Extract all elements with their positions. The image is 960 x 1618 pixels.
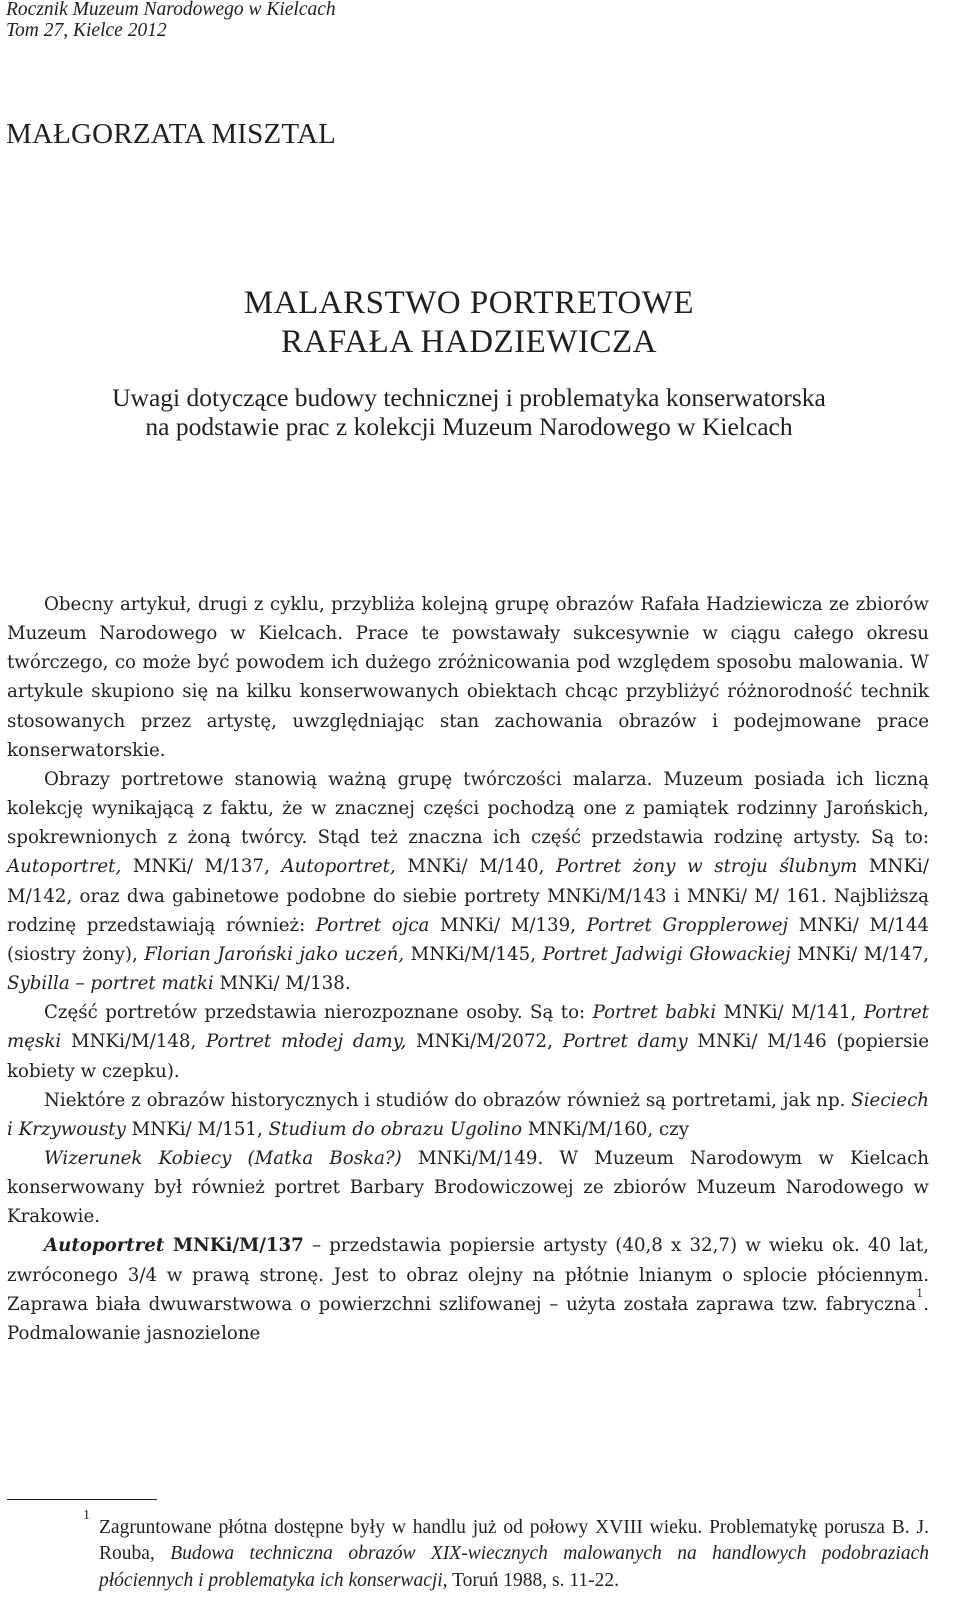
- footnote-divider: [7, 1499, 157, 1500]
- journal-name: Rocznik Muzeum Narodowego w Kielcach: [6, 0, 336, 20]
- journal-volume: Tom 27, Kielce 2012: [6, 20, 167, 41]
- article-title: [0, 284, 938, 362]
- journal-header: [6, 0, 336, 41]
- footnote-mark: 1: [83, 1508, 90, 1523]
- paragraph-1: Obecny artykuł, drugi z cyklu, przybliża kolejną grupę obrazów Rafała Hadziewicza ze zbiorów Muzeum Narodowego w Kielcach. Prace te powstawały sukcesywnie w ciągu całego okresu twórczego, co może być powodem ich dużego zróżnicowania pod względem sposobu malowania. W artykule skupiono się na kilku konserwowanych obiektach chcąc przybliżyć różnorodność technik stosowanych przez artystę, uwzględniając stan zachowania obrazów i podejmowane prace konserwatorskie.: [7, 594, 929, 761]
- article-body: [7, 590, 929, 1348]
- subtitle-line-1: Uwagi dotyczące budowy technicznej i problematyka konserwatorska: [112, 383, 826, 412]
- paragraph-3: Część portretów przedstawia nierozpoznane osoby. Są to: Portret babki MNKi/ M/141, Portret męski MNKi/M/148, Portret młodej damy, MNKi/M/2072, Portret damy MNKi/ M/146 (popiersie kobiety w czepku).: [7, 1002, 929, 1082]
- paragraph-6: Autoportret MNKi/M/137 – przedstawia popiersie artysty (40,8 x 32,7) w wieku ok. 40 lat, zwróconego 3/4 w prawą stronę. Jest to obraz olejny na płótnie lnianym o splocie płóciennym. Zaprawa biała dwuwarstwowa o powierzchni szlifowanej – użyta została zaprawa tzw. fabryczna$^1$. Podmalowanie jasnozielone: [7, 1235, 929, 1344]
- subtitle-line-2: na podstawie prac z kolekcji Muzeum Narodowego w Kielcach: [145, 412, 793, 441]
- footnote-text: Zagruntowane płótna dostępne były w handlu już od połowy XVIII wieku. Problematykę porusza B. J. Rouba, Budowa techniczna obrazów XIX-wiecznych malowanych na handlowych podobraziach płóciennych i problematyka ich konserwacji, Toruń 1988, s. 11-22.: [99, 1517, 930, 1591]
- author-name: MAŁGORZATA MISZTAL: [6, 118, 337, 150]
- title-line-1: MALARSTWO PORTRETOWE: [243, 285, 695, 321]
- title-line-2: RAFAŁA HADZIEWICZA: [281, 324, 657, 360]
- paragraph-4: Niektóre z obrazów historycznych i studiów do obrazów również są portretami, jak np. Sieciech i Krzywousty MNKi/ M/151, Studium do obrazu Ugolino MNKi/M/160, czy: [7, 1089, 929, 1140]
- paragraph-5: Wizerunek Kobiecy (Matka Boska?) MNKi/M/149. W Muzeum Narodowym w Kielcach konserwowany był również portret Barbary Brodowiczowej ze zbiorów Muzeum Narodowego w Krakowie.: [7, 1147, 929, 1228]
- paragraph-2: Obrazy portretowe stanowią ważną grupę twórczości malarza. Muzeum posiada ich liczną kolekcję wynikającą z faktu, że w znacznej części pochodzą one z pamiątek rodzinny Jarońskich, spokrewnionych z żoną twórcy. Stąd też znaczna ich część przedstawia rodzinę artysty. Są to: Autoportret, MNKi/ M/137, Autoportret, MNKi/ M/140, Portret żony w stroju ślubnym MNKi/ M/142, oraz dwa gabinetowe podobne do siebie portrety MNKi/M/143 i MNKi/ M/ 161. Najbliższą rodzinę przedstawiają również: Portret ojca MNKi/ M/139, Portret Gropplerowej MNKi/ M/144 (siostry żony), Florian Jaroński jako uczeń, MNKi/M/145, Portret Jadwigi Głowackiej MNKi/ M/147, Sybilla – portret matki MNKi/ M/138.: [7, 768, 929, 995]
- article-subtitle: [0, 383, 938, 441]
- footnote-ref: 1: [916, 1286, 924, 1300]
